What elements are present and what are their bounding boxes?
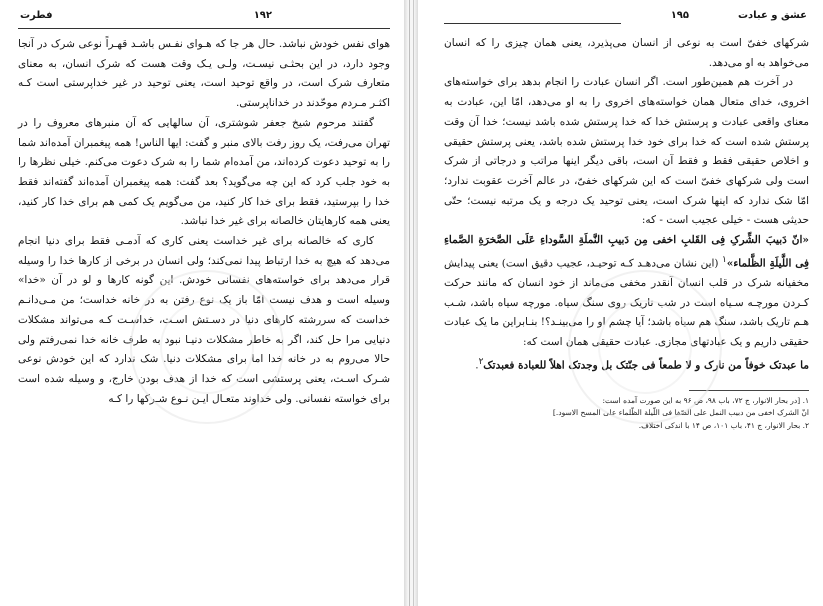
left-page-header (18, 8, 390, 29)
left-page (0, 0, 404, 606)
right-paragraph-2: در آخرت هم همین‌طور است. اگر انسان عبادت را انجام بدهد برای خواسته‌های اخروی، خدای متعال همان خواسته‌های اخروی را به او می‌دهد، امّا این، عبادت به معنای واقعی عبادت و پرستش خدا که خدا پرستش شده باشد نیست؛ خدا آن وقت پرستش شده است که خدا برای خود خدا پرستش شده باشد، یعنی پرستش حقیقی و اخلاص حقیقی فقط و فقط آن است، باقی دیگر اینها مراتب و درجاتی از شرک است ولی شرکهای خفیّ است که این شرکهای خفیّ، در عالم آخرت عقوبت ندارد؛ امّا شک ندارد که اینها شرک است، یعنی توحید یک درجه و یک مرتبه نیست؛ حتّی حدیثی هست - خیلی عجیب است - که: (444, 76, 809, 227)
right-running-title: عشق و عبادت (737, 10, 807, 21)
left-running-title: فطرت (20, 10, 53, 21)
book-gutter (404, 0, 418, 606)
footnote-separator (689, 390, 809, 391)
left-paragraph-3: کاری که خالصانه برای غیر خداست یعنی کاری که آدمـی فقط برای دنیا انجام می‌دهد که هیچ به خدا ارتباط پیدا نمی‌کند؛ ولی انسان در برخی از کارها خدا را وسیله قرار می‌دهد برای خواسته‌های نفسانی خودش. این گونه کارها و لو در آن «خدا» وسیله است و هدف نیست امّا باز یک نوع رفتن به در خانه خداست؛ من مـی‌دانـم خداست که سررشته کارهای دنیا در دسـتش اسـت، خداسـت کـه می‌تواند مشکلات دنیایی مرا حل کند، اگر به خاطر مشکلات دنیـا نبود به طرف خانه خدا نمی‌رفتم ولی حالا می‌روم به در خانه خدا اما برای مشکلات دنیا. شک ندارد که این خودش نوعی شـرک اسـت، یعنی پرستشی است که خدا از هدف بودن خارج، و وسیله شده است برای خواسته نفسانی. ولی خداوند متعـال ایـن نـوع شـرکها را کـه (18, 235, 390, 405)
right-page-number: ۱۹۵ (670, 10, 689, 21)
hadith-translation: (این نشان می‌دهـد کـه توحیـد، عجیب دقیق است) یعنی پیدایش مخفیانه شرک در قلب انسان آنقدر مخفی می‌ماند از خود انسان که مانند حرکت کـردن مورچـه سـیاه است در شب تاریک روی سنگ سیاه. مورچه سیاه باشد، شـب هـم تاریک باشد، سنگ هم سیاه باشد؛ آیا چشم او را می‌بینـد؟! بنـابراین ما یک عبادت حقیقی داریم و یک عبادتهای مجازی. عبادت حقیقی همان است که: (444, 257, 809, 349)
right-page (418, 0, 823, 606)
left-paragraph-1: هوای نفس خودش نباشد. حال هر جا که هـوای نفـس باشـد قهـراً نوعی شرک در آنجا وجود دارد، در این بحثـی نیسـت، ولـی یـک وقت هست که شرک انسان، به معنای متعارف شرک است، در واقع توحید است، یعنی توحید در غیر خداپرستی است کـه اکثـر مـردم موحّدند در خداناپرستی. (18, 38, 390, 110)
footnote-2: ۲. بحار الانوار، ج ۴۱، باب ۱۰۱، ص ۱۴ با اندکی اختلاف. (638, 420, 809, 430)
left-paragraph-2: گفتند مرحوم شیخ جعفر شوشتری، آن سالهایی که آن منبرهای معروف را در تهران می‌رفت، یک روز رفت بالای منبر و گفت: ایها الناس! همه پیغمبران آمده‌اند شما را به توحید دعوت کرده‌اند، من آمده‌ام شما را به شرک دعوت می‌کنم. خیلی نظرها را به خود جلب کرد که این چه می‌گوید؟ بعد گفت: همه پیغمبران آمده‌اند گفته‌اند فقط خدا را بپرستید، فقط برای خدا کار کنید، من می‌گویم یک کمی هم برای خدا کار کنید، یعنی همه کارهایتان خالصانه برای غیر خدا نباشد. (18, 116, 390, 228)
left-page-number: ۱۹۲ (253, 10, 272, 21)
right-paragraph-1: شرکهای خفیّ است به نوعی از انسان می‌پذیرد، یعنی همان چیزی را که انسان می‌خواهد به او می‌دهد. (444, 37, 809, 69)
hadith-arabic: «انّ دَبیبَ الشِّرکِ فِی القَلبِ اخفی مِن دَبیبِ النَّملَةِ السَّوداءِ عَلَی الصَّخرَةِ الصَّماءِ فِی اللَّیلَةِ الظَّلماء» (444, 234, 810, 270)
footnote-ref-1: ۱ (722, 254, 727, 265)
closing-quote-paragraph: ما عبدتک خوفاً من نارک و لا طمعاً فی جنّتک بل وجدتک اهلاً للعبادة فعبدتک$^۲$. (475, 356, 809, 372)
left-page-body (18, 35, 390, 409)
footnote-1-line-1: ۱. [در بحار الانوار، ج ۷۲، باب ۹۸، ص ۹۶ به این صورت آمده است: (602, 395, 809, 405)
hadith-paragraph (444, 231, 809, 353)
footnote-1-line-2: انّ الشرک اخفی من دبیب النمل علی الصّفا فی اللّیلة الظّلماء علی المسح الاسود.] (552, 408, 809, 418)
right-page-body (444, 34, 809, 432)
footnote-ref-2: ۲ (478, 356, 484, 367)
right-page-header (444, 8, 809, 28)
closing-quote: ما عبدتک خوفاً من نارک و لا طمعاً فی جنّتک بل وجدتک اهلاً للعبادة فعبدتک (483, 359, 809, 372)
